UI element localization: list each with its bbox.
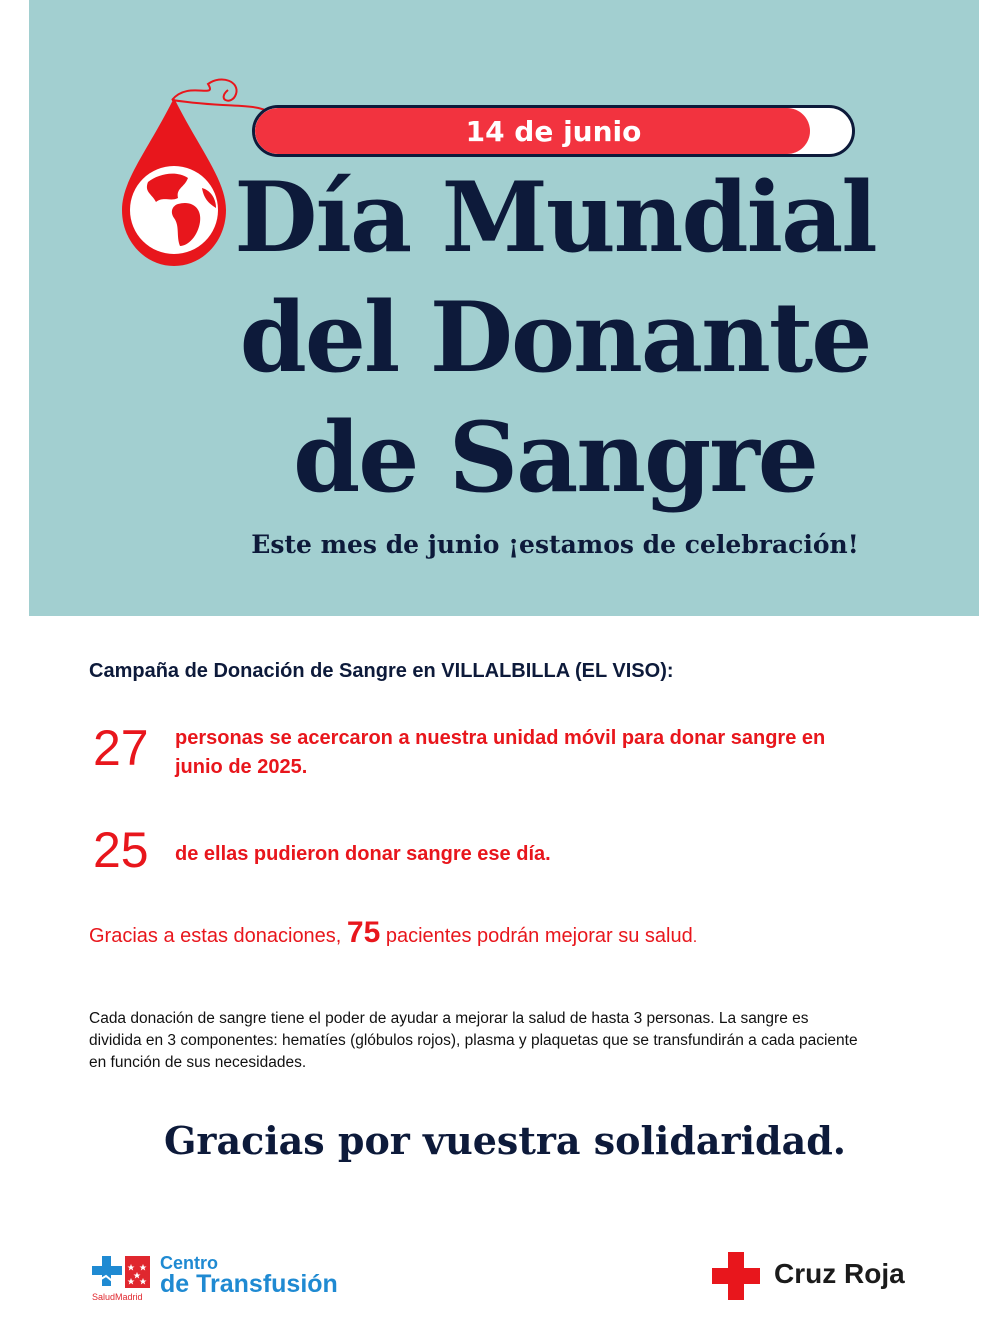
info-paragraph: Cada donación de sangre tiene el poder de ayudar a mejorar la salud de hasta 3 personas. La sangre es dividida en 3 componentes: hematíes (glóbulos rojos), plasma y plaquetas que se transfundirán a cada paciente en función de sus necesidades. xyxy=(89,1010,858,1071)
salud-madrid-cross-icon xyxy=(92,1254,152,1296)
patients-number: 75 xyxy=(346,916,381,949)
closing-message: Gracias por vuestra solidaridad. xyxy=(163,1118,847,1163)
centro-label: Centro xyxy=(160,1253,218,1273)
date-text: 14 de junio xyxy=(465,114,642,148)
main-title xyxy=(210,158,900,518)
thanks-end: . xyxy=(692,929,698,946)
stat-text-donors: de ellas pudieron donar sangre ese día. xyxy=(175,843,551,865)
title-line-1: Día Mundial xyxy=(234,161,876,274)
salud-madrid-label: SaludMadrid xyxy=(92,1292,143,1302)
stat-text-attendees: personas se acercaron a nuestra unidad móvil para donar sangre en junio de 2025. xyxy=(175,727,826,778)
red-cross-icon xyxy=(712,1252,760,1300)
thanks-after: pacientes podrán mejorar su salud xyxy=(380,925,693,947)
transfusion-label: de Transfusión xyxy=(160,1270,338,1298)
campaign-title: Campaña de Donación de Sangre en VILLALBILLA (EL VISO): xyxy=(89,660,674,682)
date-badge xyxy=(252,105,855,157)
thanks-line xyxy=(89,916,697,950)
cruz-roja-label: Cruz Roja xyxy=(774,1258,905,1289)
subtitle: Este mes de junio ¡estamos de celebración! xyxy=(251,530,859,559)
thanks-before: Gracias a estas donaciones, xyxy=(89,925,347,947)
title-line-3: de Sangre xyxy=(293,401,817,514)
stat-number-donors: 25 xyxy=(93,822,149,878)
title-line-2: del Donante xyxy=(239,281,871,394)
centro-transfusion-logo xyxy=(92,1252,392,1302)
stat-number-attendees: 27 xyxy=(93,720,149,776)
cruz-roja-logo xyxy=(712,1252,932,1300)
